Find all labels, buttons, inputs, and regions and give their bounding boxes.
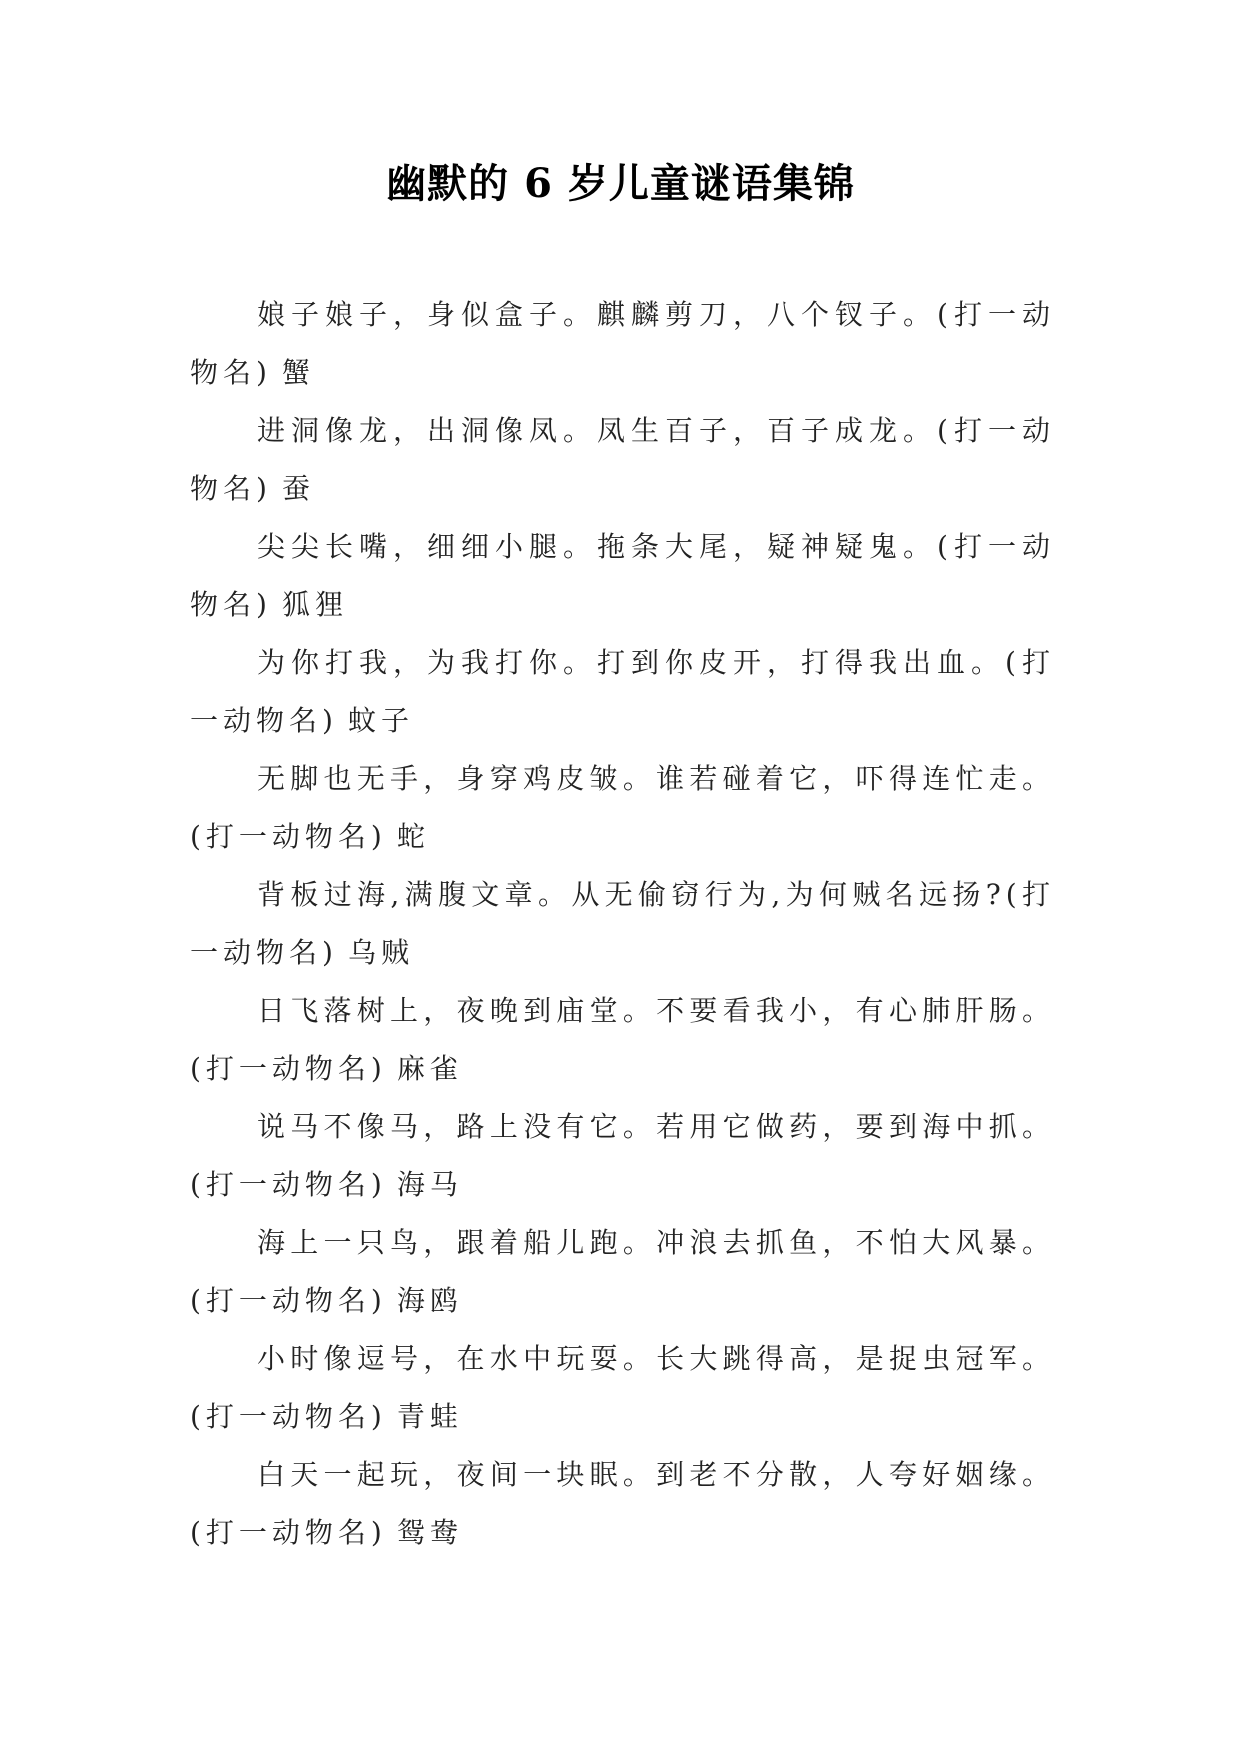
riddle-question: 为你打我，为我打你。打到你皮开，打得我出血。(打一动物名) <box>190 646 1055 737</box>
riddle-paragraph <box>190 286 1055 402</box>
document-body <box>190 286 1055 1562</box>
riddle-paragraph <box>190 402 1055 518</box>
riddle-paragraph <box>190 750 1055 866</box>
riddle-answer: 狐狸 <box>281 588 348 621</box>
riddle-answer: 海鸥 <box>396 1284 463 1317</box>
riddle-paragraph <box>190 982 1055 1098</box>
riddle-question: 日飞落树上，夜晚到庙堂。不要看我小，有心肺肝肠。(打一动物名) <box>190 994 1055 1085</box>
riddle-answer: 海马 <box>396 1168 463 1201</box>
riddle-answer: 蚊子 <box>347 704 414 737</box>
riddle-question: 小时像逗号，在水中玩耍。长大跳得高，是捉虫冠军。(打一动物名) <box>190 1342 1055 1433</box>
riddle-paragraph <box>190 1330 1055 1446</box>
riddle-answer: 蟹 <box>281 356 315 389</box>
riddle-question: 进洞像龙，出洞像凤。凤生百子，百子成龙。(打一动物名) <box>190 414 1055 505</box>
riddle-question: 海上一只鸟，跟着船儿跑。冲浪去抓鱼，不怕大风暴。(打一动物名) <box>190 1226 1055 1317</box>
riddle-paragraph <box>190 1098 1055 1214</box>
riddle-answer: 鸳鸯 <box>396 1516 463 1549</box>
riddle-paragraph <box>190 518 1055 634</box>
riddle-paragraph <box>190 1446 1055 1562</box>
riddle-answer: 乌贼 <box>347 936 414 969</box>
riddle-question: 白天一起玩，夜间一块眠。到老不分散，人夸好姻缘。(打一动物名) <box>190 1458 1055 1549</box>
riddle-question: 说马不像马，路上没有它。若用它做药，要到海中抓。(打一动物名) <box>190 1110 1055 1201</box>
riddle-question: 尖尖长嘴，细细小腿。拖条大尾，疑神疑鬼。(打一动物名) <box>190 530 1055 621</box>
riddle-question: 无脚也无手，身穿鸡皮皱。谁若碰着它，吓得连忙走。(打一动物名) <box>190 762 1055 853</box>
riddle-paragraph <box>190 866 1055 982</box>
riddle-question: 背板过海,满腹文章。从无偷窃行为,为何贼名远扬?(打一动物名) <box>190 878 1055 969</box>
riddle-question: 娘子娘子，身似盒子。麒麟剪刀，八个钗子。(打一动物名) <box>190 298 1055 389</box>
riddle-answer: 麻雀 <box>396 1052 463 1085</box>
riddle-answer: 蚕 <box>281 472 315 505</box>
document-title: 幽默的 6 岁儿童谜语集锦 <box>386 160 855 207</box>
riddle-paragraph <box>190 634 1055 750</box>
riddle-answer: 青蛙 <box>396 1400 463 1433</box>
riddle-paragraph <box>190 1214 1055 1330</box>
riddle-answer: 蛇 <box>396 820 430 853</box>
